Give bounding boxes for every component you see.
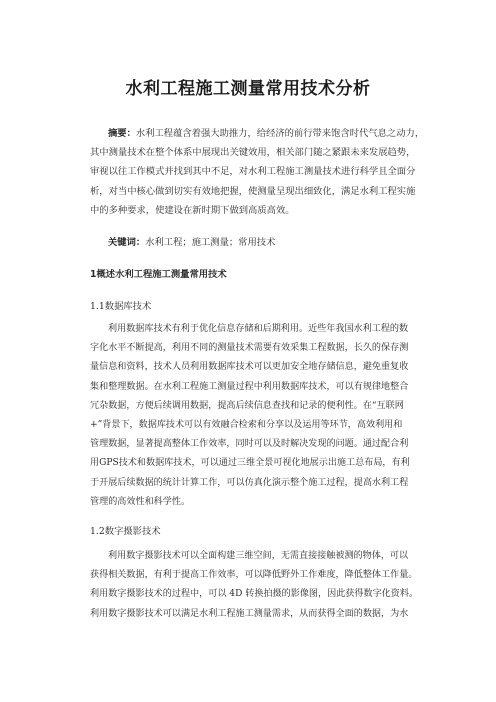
abstract-line-4: 析，对当中核心做到切实有效地把握，使测量呈现出细致化，满足水利工程实施 <box>90 185 416 197</box>
paragraph-line: 管理的高效性和科学性。 <box>90 496 191 507</box>
abstract-line-2: 其中测量技术在整个体系中展现出关键效用，相关部门随之紧跟未来发展趋势， <box>90 147 416 159</box>
document-title: 水利工程施工测量常用技术分析 <box>125 79 371 99</box>
section-1-2-heading: 1.2数字摄影技术 <box>90 526 161 537</box>
paragraph-line: 利用数字摄影技术的过程中，可以 4D 转换拍摄的影像图，因此获得数字化资料。 <box>90 589 419 600</box>
abstract-text: 水利工程蕴含着强大助推力，给经济的前行带来饱含时代气息之动力， <box>135 128 425 139</box>
paragraph-line: 用GPS技术和数据库技术，可以通过三维全景可视化地展示出施工总布局，有利 <box>90 458 410 469</box>
paragraph-line: 利用数字摄影技术可以全面构建三维空间，无需直接接触被测的物体，可以 <box>108 551 409 561</box>
section-1-1-body <box>90 320 420 512</box>
abstract-line-3: 审视以往工作模式并找到其中不足，对水利工程施工测量技术进行科学且全面分 <box>90 166 416 178</box>
paragraph-line: 利用数字摄影技术可以满足水利工程施工测量需求，从而获得全面的数据，为水 <box>90 608 409 619</box>
paragraph-line: +”背景下，数据库技术可以有效融合检索和分享以及运用等环节，高效利用和 <box>90 420 403 431</box>
paragraph-line: 于开展后续数据的统计计算工作，可以仿真化演示整个施工过程，提高水利工程 <box>90 477 409 488</box>
paragraph-line: 量信息和资料，技术人员利用数据库技术可以更加安全地存储信息，避免重复收 <box>90 362 409 373</box>
abstract-block <box>90 124 425 220</box>
section-1-heading: 1概述水利工程施工测量常用技术 <box>90 269 227 280</box>
keywords-line <box>108 234 275 248</box>
section-1-1-heading: 1.1数据库技术 <box>90 301 152 312</box>
paragraph-line: 获得相关数据，有利于提高工作效率，可以降低野外工作难度，降低整体工作量。 <box>90 570 418 581</box>
keywords-label: 关键词： <box>108 237 146 248</box>
paragraph-line: 利用数据库技术有利于优化信息存储和后期利用。近些年我国水利工程的数 <box>108 324 409 334</box>
section-1-2-body <box>90 547 420 624</box>
paragraph-line: 冗杂数据，方便后续调用数据，提高后续信息查找和记录的便利性。在“互联网 <box>90 400 404 411</box>
abstract-label: 摘要： <box>108 128 136 139</box>
paragraph-line: 集和整理数据。在水利工程施工测量过程中利用数据库技术，可以有规律地整合 <box>90 381 409 392</box>
paragraph-line: 管理数据，显著提高整体工作效率，同时可以及时解决发现的问题。通过配合利 <box>90 439 409 450</box>
keywords-text: 水利工程；施工测量；常用技术 <box>145 237 276 248</box>
abstract-line-1 <box>90 124 425 143</box>
paragraph-line: 字化水平不断提高，利用不同的测量技术需要有效采集工程数据，长久的保存测 <box>90 343 409 354</box>
abstract-line-5: 中的多种要求，使建设在新时期下做到高质高效。 <box>90 204 295 216</box>
